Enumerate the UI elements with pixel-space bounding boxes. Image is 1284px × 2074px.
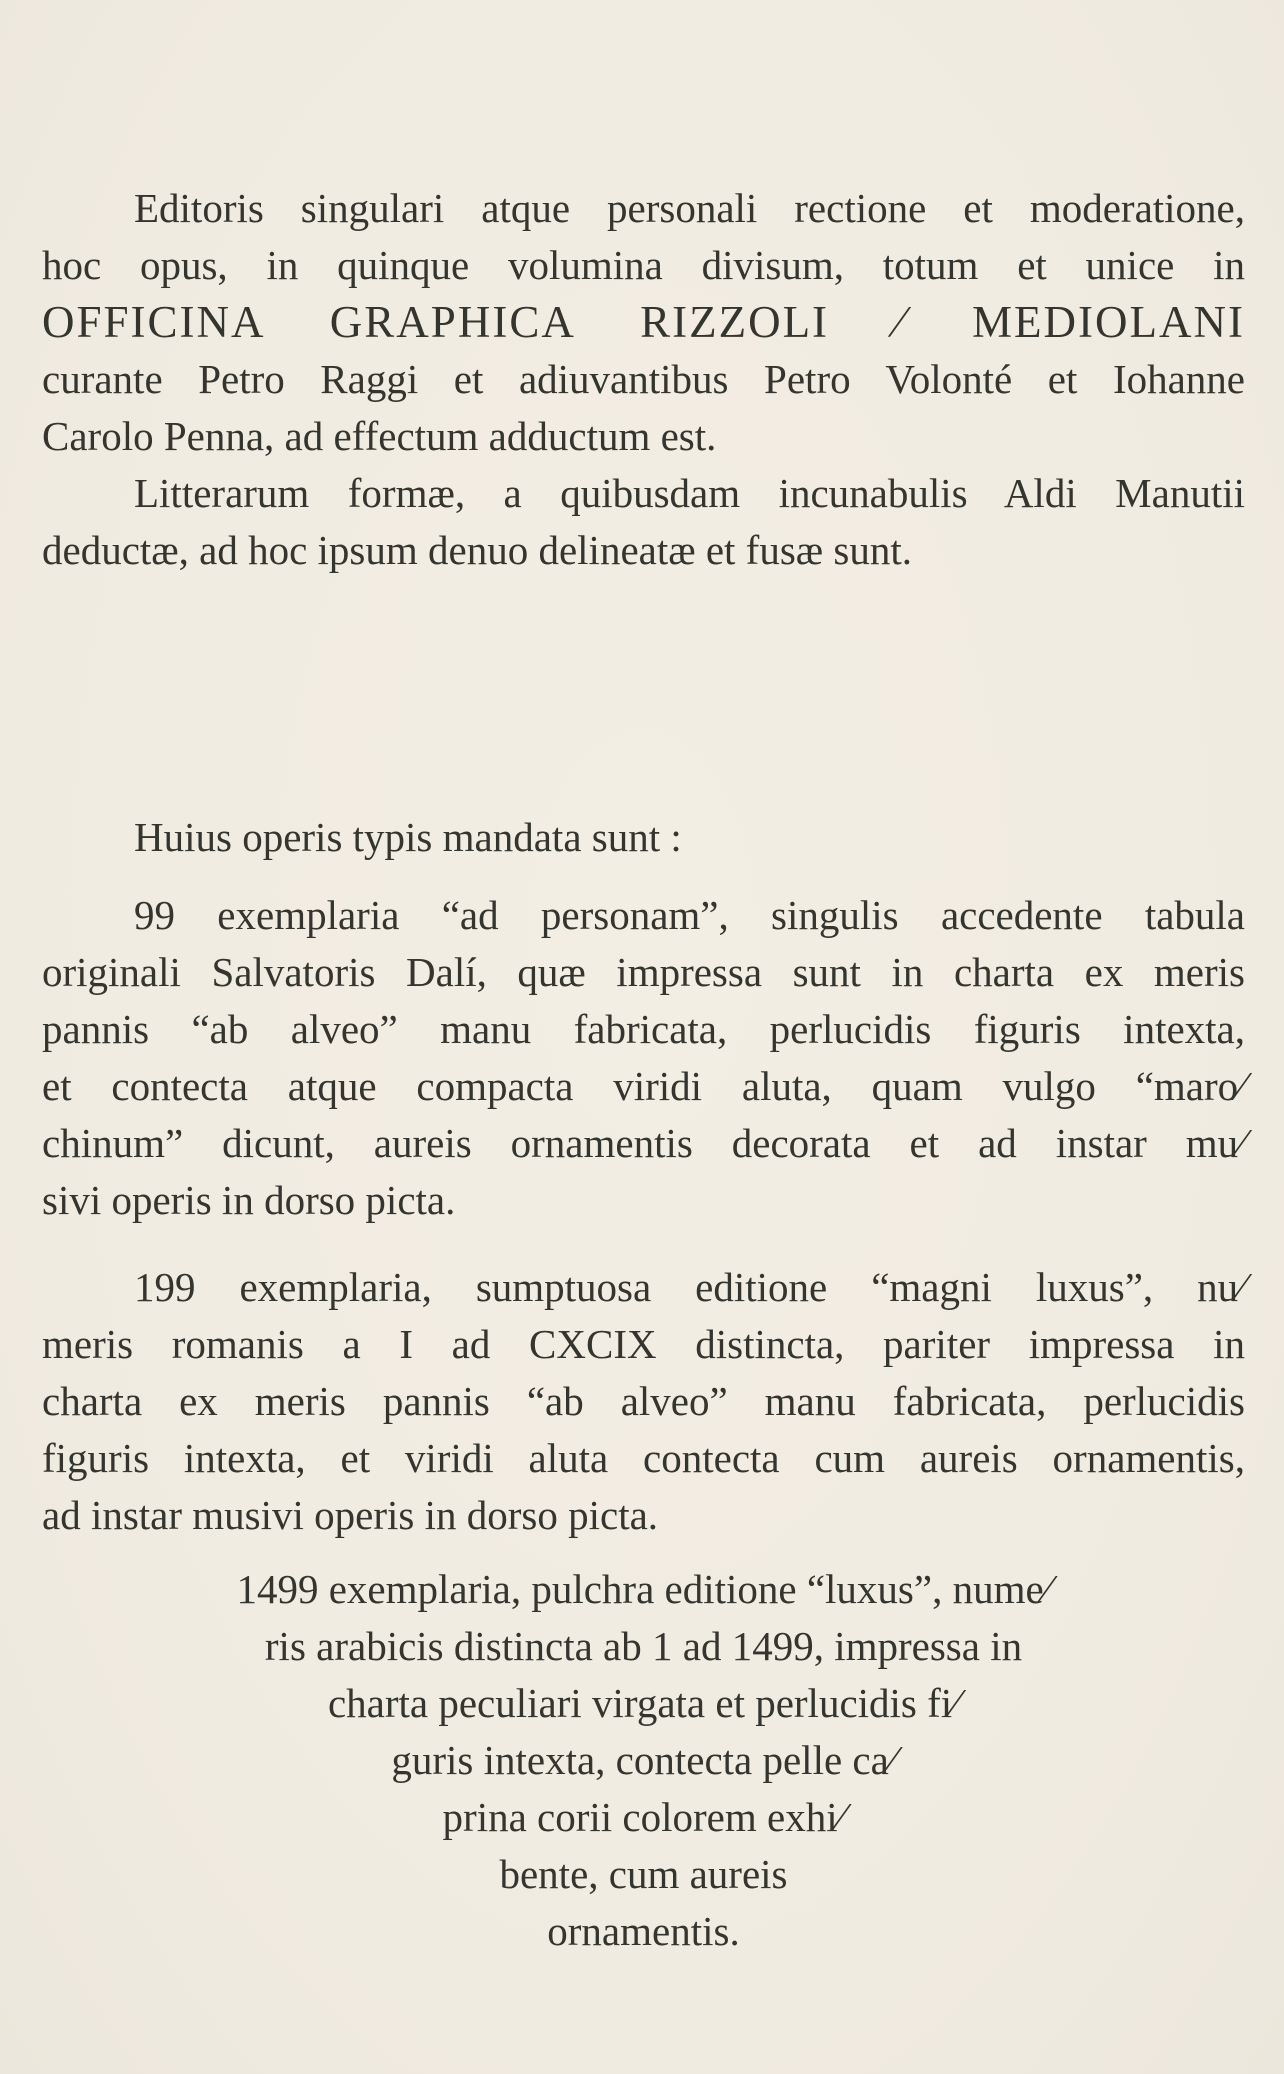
text-line: chinum” dicunt, aureis ornamentis decorata et ad instar mu⁄ (42, 1120, 1245, 1166)
text-line: guris intexta, contecta pelle ca⁄ (391, 1737, 896, 1783)
paragraph-production (42, 180, 1245, 465)
text-line: pannis “ab alveo” manu fabricata, perlucidis figuris intexta, (42, 1006, 1245, 1052)
text-line: ad instar musivi operis in dorso picta. (42, 1492, 659, 1538)
text-line: ris arabicis distincta ab 1 ad 1499, impressa in (264, 1623, 1023, 1669)
paragraph-1499-exemplaria (42, 1561, 1245, 1960)
text-line: et contecta atque compacta viridi aluta, quam vulgo “maro⁄ (42, 1063, 1245, 1109)
text-line: ornamentis. (547, 1908, 740, 1954)
text-line: prina corii colorem exhi⁄ (442, 1794, 845, 1840)
text-line: Litterarum formæ, a quibusdam incunabulis Aldi Manutii (134, 470, 1245, 516)
text-line: charta ex meris pannis “ab alveo” manu fabricata, perlucidis (42, 1378, 1245, 1424)
text-line: hoc opus, in quinque volumina divisum, totum et unice in (42, 242, 1245, 288)
text-line: meris romanis a I ad CXCIX distincta, pariter impressa in (42, 1321, 1245, 1367)
text-line: Editoris singulari atque personali rectione et moderatione, (134, 185, 1245, 231)
text-line: Carolo Penna, ad effectum adductum est. (42, 413, 717, 459)
paragraph-199-exemplaria (42, 1259, 1245, 1544)
heading-edition-list (42, 809, 1245, 866)
text-line: originali Salvatoris Dalí, quæ impressa sunt in charta ex meris (42, 949, 1245, 995)
text-line: curante Petro Raggi et adiuvantibus Petro Volonté et Iohanne (42, 356, 1245, 402)
imprint-officina-line: OFFICINA GRAPHICA RIZZOLI ⁄ MEDIOLANI (42, 297, 1245, 347)
text-line: 99 exemplaria “ad personam”, singulis accedente tabula (134, 892, 1245, 938)
paragraph-99-exemplaria (42, 887, 1245, 1229)
text-line: deductæ, ad hoc ipsum denuo delineatæ et fusæ sunt. (42, 527, 912, 573)
text-line: 1499 exemplaria, pulchra editione “luxus”, nume⁄ (236, 1566, 1051, 1612)
text-line: Huius operis typis mandata sunt : (134, 814, 682, 860)
text-line: charta peculiari virgata et perlucidis fi⁄ (327, 1680, 960, 1726)
paragraph-typeface (42, 465, 1245, 579)
text-line: sivi operis in dorso picta. (42, 1177, 456, 1223)
text-line: figuris intexta, et viridi aluta contecta cum aureis ornamentis, (42, 1435, 1245, 1481)
text-line: bente, cum aureis (499, 1851, 788, 1897)
text-line: 199 exemplaria, sumptuosa editione “magni luxus”, nu⁄ (134, 1264, 1245, 1310)
